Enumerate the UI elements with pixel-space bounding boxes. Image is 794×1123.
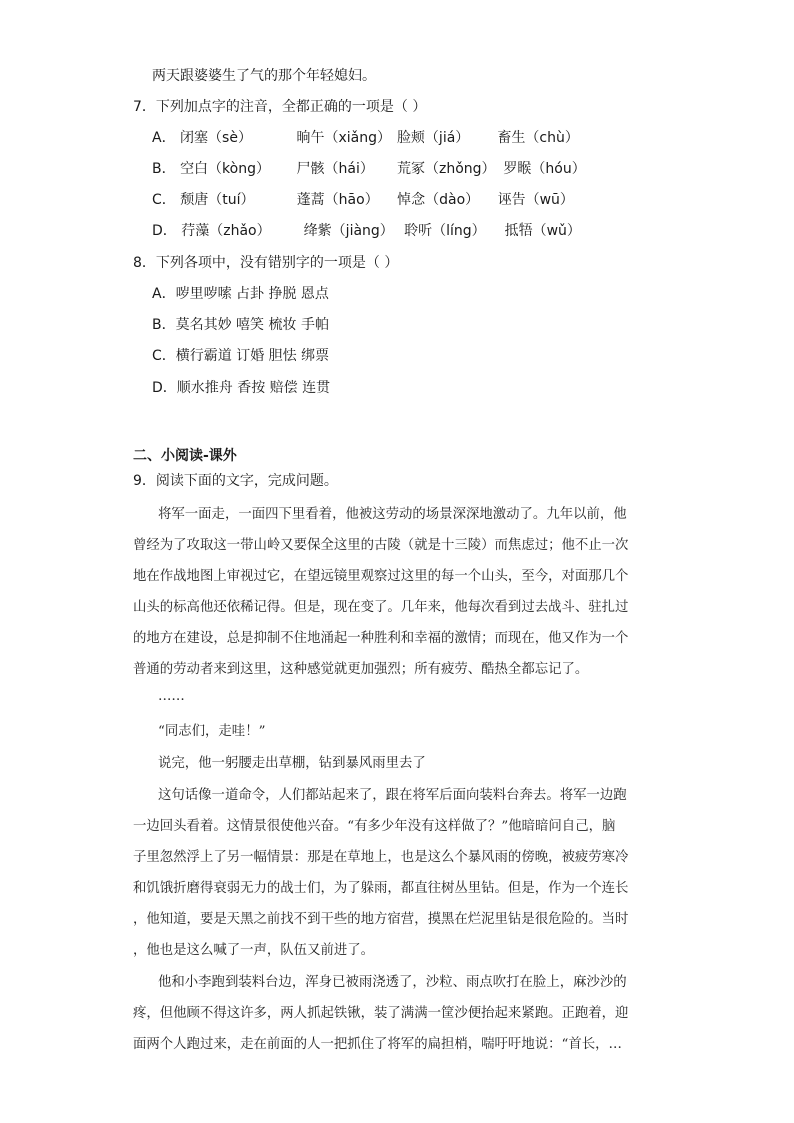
passage-line: ，他也是这么喊了一声，队伍又前进了。: [133, 943, 375, 958]
option-text: 莫名其妙 嘻笑 梳妆 手帕: [175, 317, 329, 333]
option-item: 诬告（wū）: [497, 192, 574, 208]
passage-line: ，他知道，要是天黑之前找不到干些的地方宿营，摸黑在烂泥里钻是很危险的。当时: [133, 912, 629, 927]
passage-line: 一边回头看着。这情景很使他兴奋。“有多少年没有这样做了？”他暗暗问自己，脑: [133, 819, 616, 834]
passage-line: 曾经为了攻取这一带山岭又要保全这里的古陵（就是十三陵）而焦虑过；他不止一次: [133, 538, 629, 553]
option-item: 抵牾（wǔ）: [504, 223, 581, 239]
continued-text-line: 两天跟婆婆生了气的那个年轻媳妇。: [152, 68, 376, 84]
passage-line: 疼，但他顾不得这许多，两人抓起铁锹，装了满满一筐沙便抬起来紧跑。正跑着，迎: [133, 1006, 629, 1021]
passage-line: 面两个人跑过来，走在前面的人一把抓住了将军的扁担梢，喘吁吁地说：“首长，…: [133, 1037, 622, 1052]
option-text: 顺水推舟 香按 赔偿 连贯: [176, 380, 331, 396]
option-item: 悼念（dào）: [397, 192, 480, 208]
option-item: 蓬蒿（hāo）: [296, 192, 379, 208]
option-text: 横行霸道 订婚 胆怯 绑票: [175, 348, 330, 364]
passage-line: 将军一面走，一面四下里看着，他被这劳动的场景深深地激动了。九年以前，他: [158, 507, 627, 522]
option-letter: C．: [152, 192, 176, 208]
question-7-stem: 7．下列加点字的注音，全都正确的一项是（ ）: [133, 99, 427, 115]
option-item: 罗睺（hóu）: [503, 161, 586, 177]
option-item: 畜生（chù）: [497, 130, 579, 146]
option-letter: C．: [152, 348, 176, 364]
option-item: 荒冢（zhǒng）: [396, 161, 496, 177]
option-item: 闭塞（sè）: [180, 130, 252, 146]
question-9-stem: 9．阅读下面的文字，完成问题。: [133, 473, 338, 489]
passage-line: 说完，他一躬腰走出草棚，钻到暴风雨里去了: [158, 756, 426, 771]
option-letter: D．: [152, 380, 177, 396]
option-item: 绛紫（jiàng）: [303, 223, 394, 239]
option-item: 尸骸（hái）: [296, 161, 374, 177]
option-item: 颓唐（tuí）: [180, 192, 255, 208]
option-letter: B．: [152, 317, 176, 333]
passage-ellipsis: ……: [158, 689, 185, 704]
passage-line: 的地方在建设，总是抑制不住地涌起一种胜利和幸福的激情；而现在，他又作为一个: [133, 631, 629, 646]
passage-quote: “同志们，走哇！”: [158, 724, 266, 739]
option-letter: D．: [152, 223, 177, 239]
option-item: 荇藻（zhǎo）: [181, 223, 271, 239]
option-text: 哕里哕嗦 占卦 挣脱 恩点: [175, 286, 329, 302]
option-item: 聆听（líng）: [404, 223, 486, 239]
option-letter: B．: [152, 161, 176, 177]
passage-line: 他和小李跑到装料台边，浑身已被雨浇透了，沙粒、雨点吹打在脸上，麻沙沙的: [158, 975, 627, 990]
passage-line: 这句话像一道命令，人们都站起来了，跟在将军后面向装料台奔去。将军一边跑: [158, 788, 627, 803]
passage-line: 普通的劳动者来到这里，这种感觉就更加强烈；所有疲劳、酷热全都忘记了。: [133, 662, 589, 677]
passage-line: 子里忽然浮上了另一幅情景：那是在草地上，也是这么个暴风雨的傍晚，被疲劳寒冷: [133, 850, 629, 865]
option-item: 脸颊（jiá）: [396, 130, 470, 146]
option-letter: A．: [152, 130, 176, 146]
option-item: 晌午（xiǎng）: [296, 130, 391, 146]
reading-passage: [133, 0, 653, 1123]
option-letter: A．: [152, 286, 176, 302]
passage-line: 地在作战地图上审视过它，在望远镜里观察过这里的每一个山头，至今，对面那几个: [133, 569, 629, 584]
passage-line: 山头的标高他还依稀记得。但是，现在变了。几年来，他每次看到过去战斗、驻扎过: [133, 600, 629, 615]
passage-line: 和饥饿折磨得衰弱无力的战士们，为了躲雨，都直往树丛里钻。但是，作为一个连长: [133, 881, 629, 896]
option-item: 空白（kòng）: [180, 161, 270, 177]
section-heading: 二、小阅读-课外: [133, 448, 237, 464]
question-8-stem: 8．下列各项中，没有错别字的一项是（ ）: [133, 255, 399, 271]
